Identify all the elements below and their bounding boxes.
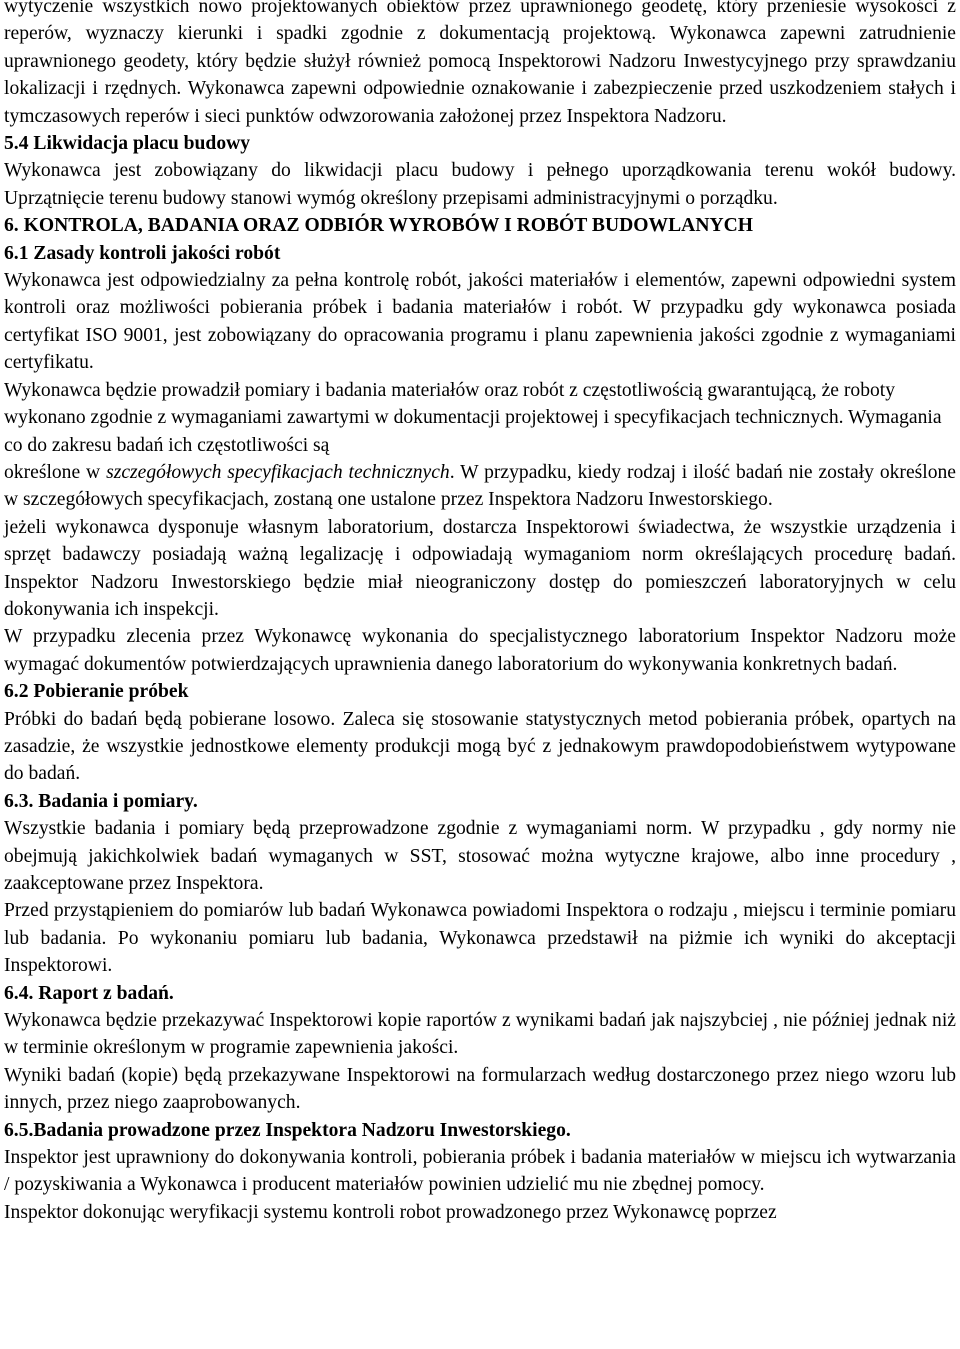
paragraph-report-copies: Wykonawca będzie przekazywać Inspektorowi kopie raportów z wynikami badań jak najszybciej , nie później jednak niż w terminie określonym w programie zapewnienia jakości.: [4, 1010, 956, 1059]
spec-text-before: określone w: [4, 461, 107, 483]
paragraph-tests-norms: Wszystkie badania i pomiary będą przeprowadzone zgodnie z wymaganiami norm. W przypadku , gdy normy nie obejmują jakichkolwiek badań wymaganych w SST, stosować można wytyczne krajowe, albo inne procedury , zaakceptowane przez Inspektora.: [4, 818, 956, 894]
heading-6: 6. KONTROLA, BADANIA ORAZ ODBIÓR WYROBÓW I ROBÓT BUDOWLANYCH: [4, 215, 754, 237]
heading-6-4: 6.4. Raport z badań.: [4, 982, 174, 1004]
paragraph-report-forms: Wyniki badań (kopie) będą przekazywane Inspektorowi na formularzach według dostarczonego przez niego wzoru lub innych, przez niego zaaprobowanych.: [4, 1064, 956, 1114]
heading-6-1: 6.1 Zasady kontroli jakości robót: [4, 242, 281, 264]
heading-6-3: 6.3. Badania i pomiary.: [4, 790, 198, 812]
paragraph-inspector-verification: Inspektor dokonując weryfikacji systemu kontroli robot prowadzonego przez Wykonawcę poprzez: [4, 1201, 777, 1223]
paragraph-measurements: Wykonawca będzie prowadził pomiary i badania materiałów oraz robót z częstotliwością gwarantującą, że roboty wykonano zgodnie z wymaganiami zawartymi w dokumentacji projektowej i specyfikacjach technicznych. Wymagania co do zakresu badań ich częstotliwości są: [4, 379, 942, 456]
paragraph-quality-control: Wykonawca jest odpowiedzialny za pełna kontrolę robót, jakości materiałów i elementów, zapewni odpowiedni system kontroli oraz możliwości pobierania próbek i badania materiałów i robót. W przypadku gdy wykonawca posiada certyfikat ISO 9001, jest zobowiązany do opracowania programu i planu zapewnienia jakości zgodnie z wymaganiami certyfikatu.: [4, 270, 956, 374]
heading-6-5: 6.5.Badania prowadzone przez Inspektora Nadzoru Inwestorskiego.: [4, 1119, 571, 1141]
paragraph-geodesy: wytyczenie wszystkich nowo projektowanych obiektów przez uprawnionego geodetę, który przeniesie wysokości z reperów, wyznaczy kierunki i spadki zgodnie z dokumentacją projektową. Wykonawca zapewni zatrudnienie uprawnionego geodety, który będzie służył również pomocą Inspektorowi Nadzoru Inwestycyjnego przy sprawdzaniu lokalizacji i rzędnych. Wykonawca zapewni odpowiednie oznakowanie i zabezpieczenie przed uszkodzeniem stałych i tymczasowych reperów i sieci punktów odwzorowania założonej przez Inspektora Nadzoru.: [4, 0, 956, 127]
paragraph-site-clearance: Wykonawca jest zobowiązany do likwidacji placu budowy i pełnego uporządkowania terenu wokół budowy. Uprzątnięcie terenu budowy stanowi wymóg określony przepisami administracyjnymi o porządku.: [4, 160, 956, 209]
paragraph-tests-notice: Przed przystąpieniem do pomiarów lub badań Wykonawca powiadomi Inspektora o rodzaju , miejscu i terminie pomiaru lub badania. Po wykonaniu pomiaru lub badania, Wykonawca przedstawił na piżmie ich wyniki do akceptacji Inspektorowi.: [4, 900, 956, 977]
paragraph-laboratory: jeżeli wykonawca dysponuje własnym laboratorium, dostarcza Inspektorowi świadectwa, że wszystkie urządzenia i sprzęt badawczy posiadają ważną legalizację i odpowiadają wymaganiom norm określających procedurę badań. Inspektor Nadzoru Inwestorskiego będzie miał nieograniczony dostęp do pomieszczeń laboratoryjnych w celu dokonywania ich inspekcji.: [4, 516, 956, 620]
paragraph-specifications: [4, 459, 956, 514]
spec-text-italic: szczegółowych specyfikacjach technicznych: [106, 461, 450, 483]
paragraph-sampling: Próbki do badań będą pobierane losowo. Zaleca się stosowanie statystycznych metod pobierania próbek, opartych na zasadzie, że wszystkie jednostkowe elementy produkcji mogą być z jednakowym prawdopodobieństwem wytypowane do badań.: [4, 708, 956, 785]
spec-text-after: . W przypadku, kiedy rodzaj i ilość badań nie zostały określone w szczegółowych specyfikacjach, zostaną one ustalone przez Inspektora Nadzoru Inwestorskiego.: [4, 461, 956, 511]
document-page: [4, 0, 956, 1226]
heading-5-4: 5.4 Likwidacja placu budowy: [4, 133, 251, 155]
paragraph-inspector-rights: Inspektor jest uprawniony do dokonywania kontroli, pobierania próbek i badania materiałów w miejscu ich wytwarzania / pozyskiwania a Wykonawca i producent materiałów powinien udzielić mu nie zbędnej pomocy.: [4, 1147, 956, 1196]
heading-6-2: 6.2 Pobieranie próbek: [4, 681, 189, 703]
paragraph-specialist-lab: W przypadku zlecenia przez Wykonawcę wykonania do specjalistycznego laboratorium Inspektor Nadzoru może wymagać dokumentów potwierdzających uprawnienia danego laboratorium do wykonywania konkretnych badań.: [4, 626, 956, 675]
